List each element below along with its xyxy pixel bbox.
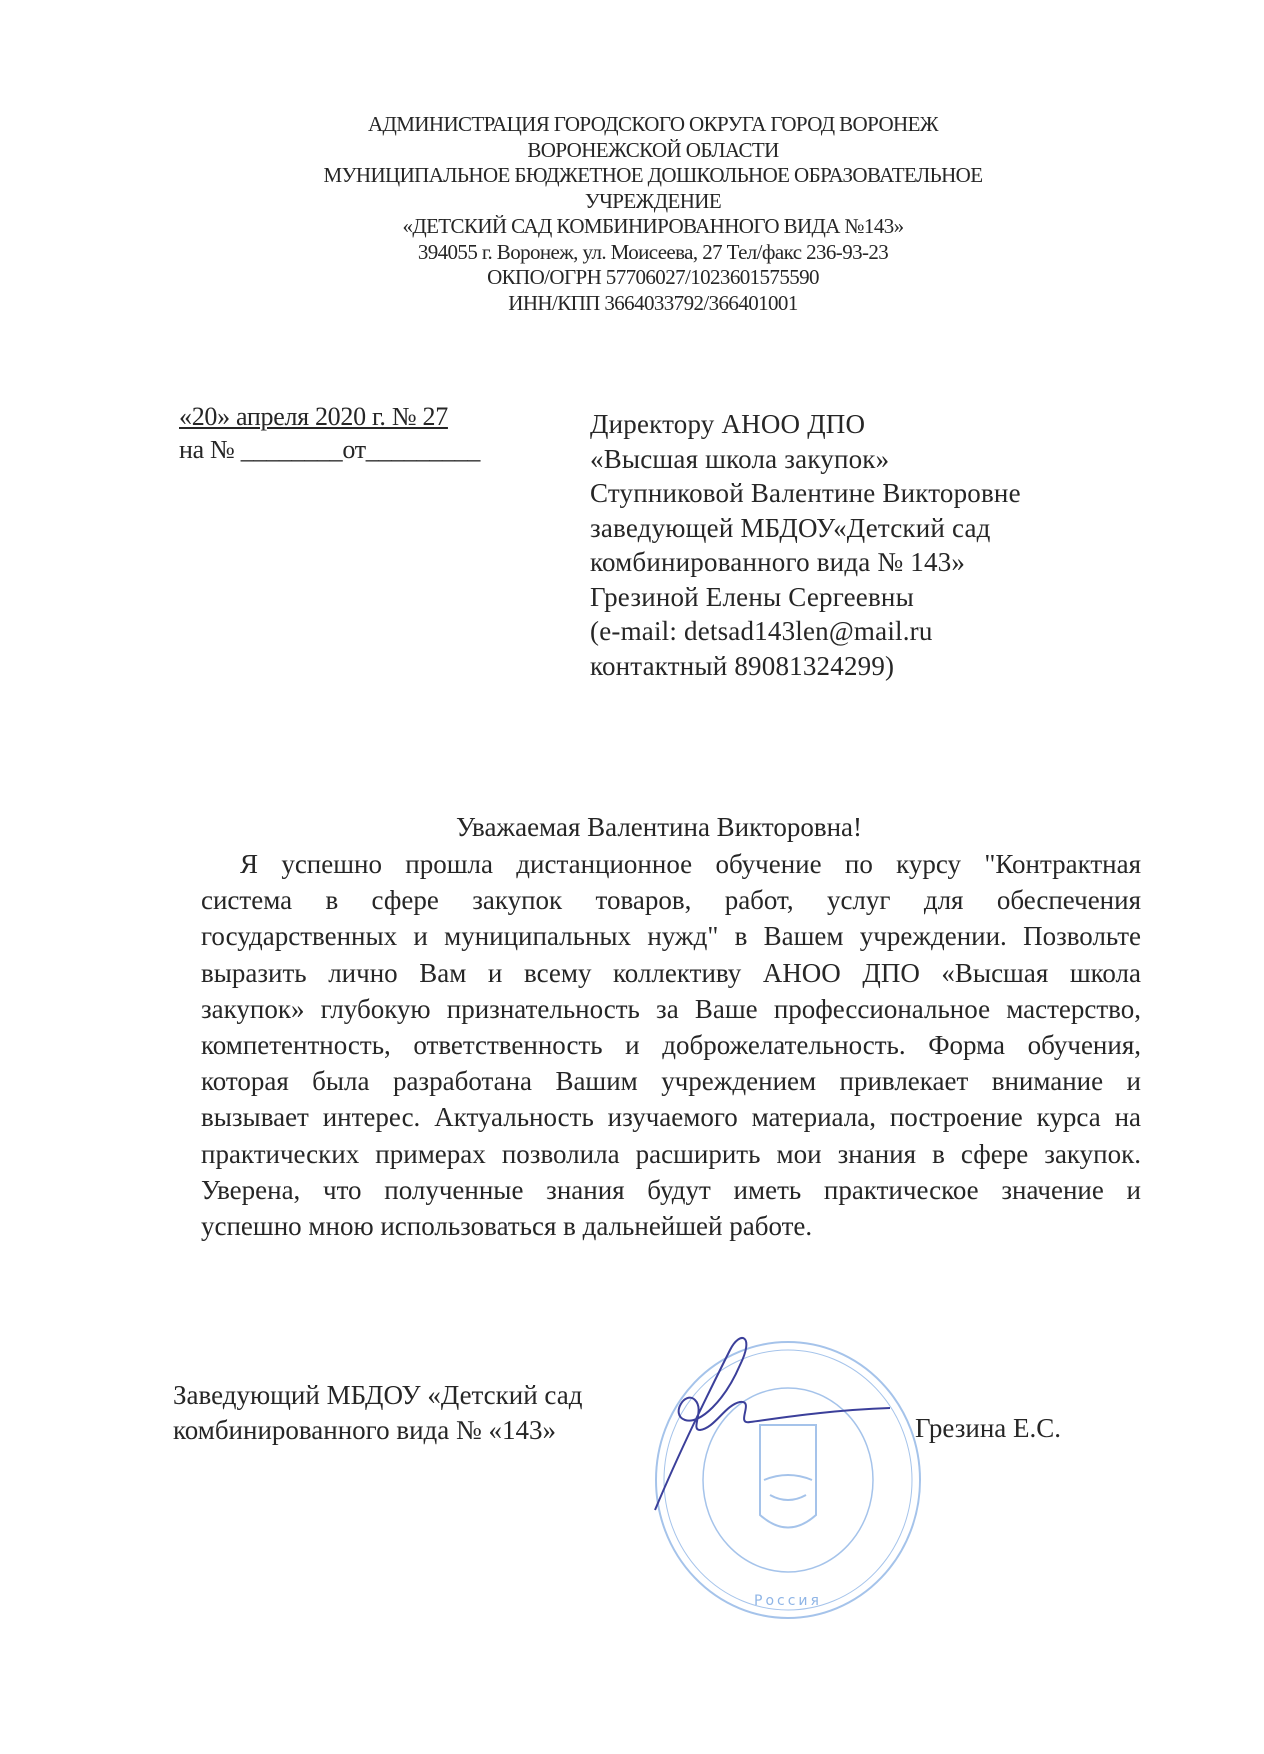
reply-to: на № ________от_________: [179, 435, 481, 464]
stamp-text: Россия: [754, 1593, 822, 1609]
body-line: Я успешно прошла дистанционное обучение по курсу "Контрактная: [240, 849, 1141, 879]
letterhead-line: 394055 г. Воронеж, ул. Моисеева, 27 Тел/факс 236-93-23: [417, 239, 889, 264]
body-line: закупок» глубокую признательность за Ваше профессиональное мастерство,: [201, 993, 1141, 1024]
letterhead-line: УЧРЕЖДЕНИЕ: [584, 188, 722, 213]
letterhead-line: АДМИНИСТРАЦИЯ ГОРОДСКОГО ОКРУГА ГОРОД ВОРОНЕЖ: [367, 112, 939, 136]
body-line: компетентность, ответственность и доброжелательность. Форма обучения,: [201, 1030, 1141, 1061]
addressee-phone: контактный 89081324299): [590, 650, 895, 681]
letterhead-line: ОКПО/ОГРН 57706027/1023601575590: [487, 265, 819, 289]
letterhead-line: МУНИЦИПАЛЬНОЕ БЮДЖЕТНОЕ ДОШКОЛЬНОЕ ОБРАЗОВАТЕЛЬНОЕ: [323, 163, 983, 187]
signatory-position: [173, 1378, 582, 1448]
body-line: выразить лично Вам и всему коллективу АНОО ДПО «Высшая школа: [201, 957, 1141, 988]
addressee-line: Директору АНОО ДПО: [590, 409, 866, 439]
addressee-block: [590, 407, 1021, 683]
body-line: Уверена, что полученные знания будут иметь практическое значение и: [201, 1174, 1141, 1205]
signatory-name: Грезина Е.С.: [915, 1413, 1062, 1443]
addressee-line: комбинированного вида № 143»: [590, 547, 966, 577]
body-line: практических примерах позволила расширить мои знания в сфере закупок.: [201, 1138, 1141, 1169]
addressee-line: «Высшая школа закупок»: [590, 443, 890, 474]
position-line: комбинированного вида № «143»: [173, 1415, 557, 1445]
handwritten-signature-icon: [640, 1330, 900, 1530]
letterhead-line: «ДЕТСКИЙ САД КОМБИНИРОВАННОГО ВИДА №143»: [402, 214, 904, 238]
date-number: «20» апреля 2020 г. № 27: [179, 402, 448, 431]
body-line: система в сфере закупок товаров, работ, услуг для обеспечения: [201, 885, 1141, 916]
body-line: успешно мною использоваться в дальнейшей работе.: [201, 1211, 813, 1242]
letter-body: [201, 846, 1141, 1244]
addressee-line: заведующей МБДОУ«Детский сад: [590, 512, 991, 543]
letterhead-line: ИНН/КПП 3664033792/366401001: [508, 290, 798, 315]
addressee-line: Грезиной Елены Сергеевны: [590, 581, 914, 612]
body-line: которая была разработана Вашим учреждением привлекает внимание и: [201, 1066, 1141, 1097]
salutation: Уважаемая Валентина Викторовна!: [455, 812, 863, 842]
position-line: Заведующий МБДОУ «Детский сад: [173, 1380, 583, 1410]
body-line: вызывает интерес. Актуальность изучаемого материала, построение курса на: [201, 1102, 1141, 1133]
letterhead-line: ВОРОНЕЖСКОЙ ОБЛАСТИ: [527, 137, 779, 162]
addressee-line: Ступниковой Валентине Викторовне: [590, 478, 1021, 508]
reference-block: [179, 400, 480, 466]
letterhead: [0, 112, 1264, 316]
addressee-email: (e-mail: detsad143len@mail.ru: [590, 616, 933, 646]
body-line: государственных и муниципальных нужд" в Вашем учреждении. Позвольте: [201, 921, 1141, 952]
